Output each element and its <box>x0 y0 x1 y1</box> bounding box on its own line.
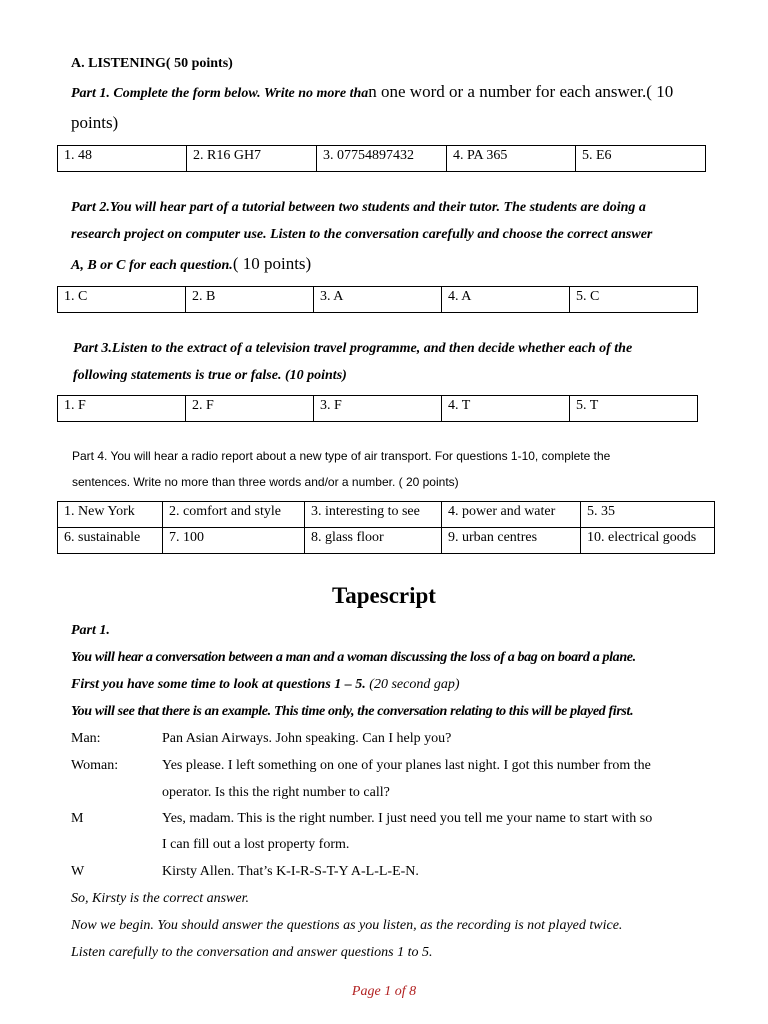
part4-instruction-line1: Part 4. You will hear a radio report about a new type of air transport. For questions 1-10, complete the <box>72 449 611 463</box>
dialogue-line: Kirsty Allen. That’s K-I-R-S-T-Y A-L-L-E-N. <box>162 864 419 879</box>
tapescript-outro-1: So, Kirsty is the correct answer. <box>71 891 249 906</box>
tapescript-title: Tapescript <box>332 583 436 608</box>
part4-answer-6: 6. sustainable <box>58 528 163 554</box>
part3-answer-3: 3. F <box>314 396 442 422</box>
table-row <box>58 502 715 528</box>
part1-answer-4: 4. PA 365 <box>447 146 576 172</box>
part3-answer-5: 5. T <box>570 396 698 422</box>
part2-answer-2: 2. B <box>186 287 314 313</box>
part4-answer-3: 3. interesting to see <box>305 502 442 528</box>
part3-answer-2: 2. F <box>186 396 314 422</box>
table-row <box>58 146 706 172</box>
dialogue-line: I can fill out a lost property form. <box>162 837 350 852</box>
tapescript-intro-3: You will see that there is an example. This time only, the conversation relating to this will be played first. <box>71 704 634 719</box>
dialogue-speaker: Woman: <box>71 758 119 773</box>
part1-answer-2: 2. R16 GH7 <box>187 146 317 172</box>
part2-instruction-line3 <box>71 254 311 276</box>
part1-instruction <box>71 82 673 104</box>
part2-answer-table <box>57 286 698 313</box>
dialogue-speaker: W <box>71 864 85 879</box>
tapescript-part-label: Part 1. <box>71 623 110 638</box>
part2-answer-1: 1. C <box>58 287 186 313</box>
part2-answer-4: 4. A <box>442 287 570 313</box>
tapescript-outro-2: Now we begin. You should answer the questions as you listen, as the recording is not played twice. <box>71 918 623 933</box>
part2-instruction-bold: A, B or C for each question. <box>71 258 233 273</box>
table-row <box>58 287 698 313</box>
page-number: Page 1 of 8 <box>351 984 417 999</box>
dialogue-line: Pan Asian Airways. John speaking. Can I help you? <box>162 731 452 746</box>
part1-answer-3: 3. 07754897432 <box>317 146 447 172</box>
dialogue-speaker: M <box>71 811 84 826</box>
part4-answer-table <box>57 501 715 554</box>
dialogue-line: Yes, madam. This is the right number. I just need you tell me your name to start with so <box>162 811 653 826</box>
part2-instruction-line1: Part 2.You will hear part of a tutorial between two students and their tutor. The students are doing a <box>71 200 646 215</box>
part1-answer-table <box>57 145 706 172</box>
part3-answer-4: 4. T <box>442 396 570 422</box>
part2-instruction-rest: ( 10 points) <box>232 254 312 273</box>
part4-answer-2: 2. comfort and style <box>163 502 305 528</box>
part4-instruction-line2: sentences. Write no more than three words and/or a number. ( 20 points) <box>72 475 459 489</box>
section-title: A. LISTENING( 50 points) <box>71 56 233 71</box>
part2-answer-3: 3. A <box>314 287 442 313</box>
part2-answer-5: 5. C <box>570 287 698 313</box>
part4-answer-5: 5. 35 <box>581 502 715 528</box>
table-row <box>58 396 698 422</box>
part3-instruction-line2: following statements is true or false. (10 points) <box>73 368 347 383</box>
part4-answer-10: 10. electrical goods <box>581 528 715 554</box>
part1-instruction-rest: n one word or a number for each answer.( 10 <box>368 82 674 101</box>
part3-answer-table <box>57 395 698 422</box>
part1-instruction-line2: points) <box>71 113 119 132</box>
part3-instruction-line1: Part 3.Listen to the extract of a television travel programme, and then decide whether each of the <box>73 341 633 356</box>
tapescript-outro-3: Listen carefully to the conversation and answer questions 1 to 5. <box>71 945 433 960</box>
tapescript-intro-1: You will hear a conversation between a man and a woman discussing the loss of a bag on board a plane. <box>71 650 636 665</box>
part4-answer-4: 4. power and water <box>442 502 581 528</box>
part2-instruction-line2: research project on computer use. Listen to the conversation carefully and choose the correct answer <box>71 227 653 242</box>
dialogue-speaker: Man: <box>71 731 101 746</box>
part1-answer-1: 1. 48 <box>58 146 187 172</box>
tapescript-intro-2-bold: First you have some time to look at questions 1 – 5. <box>71 677 366 692</box>
part3-answer-1: 1. F <box>58 396 186 422</box>
table-row <box>58 528 715 554</box>
part1-answer-5: 5. E6 <box>576 146 706 172</box>
tapescript-intro-2 <box>71 675 460 695</box>
part4-answer-8: 8. glass floor <box>305 528 442 554</box>
tapescript-intro-2-rest: (20 second gap) <box>365 677 460 692</box>
part4-answer-9: 9. urban centres <box>442 528 581 554</box>
dialogue-line: operator. Is this the right number to call? <box>162 785 390 800</box>
part1-instruction-bold: Part 1. Complete the form below. Write no more tha <box>71 86 369 101</box>
dialogue-line: Yes please. I left something on one of your planes last night. I got this number from the <box>162 758 651 773</box>
part4-answer-7: 7. 100 <box>163 528 305 554</box>
part4-answer-1: 1. New York <box>58 502 163 528</box>
